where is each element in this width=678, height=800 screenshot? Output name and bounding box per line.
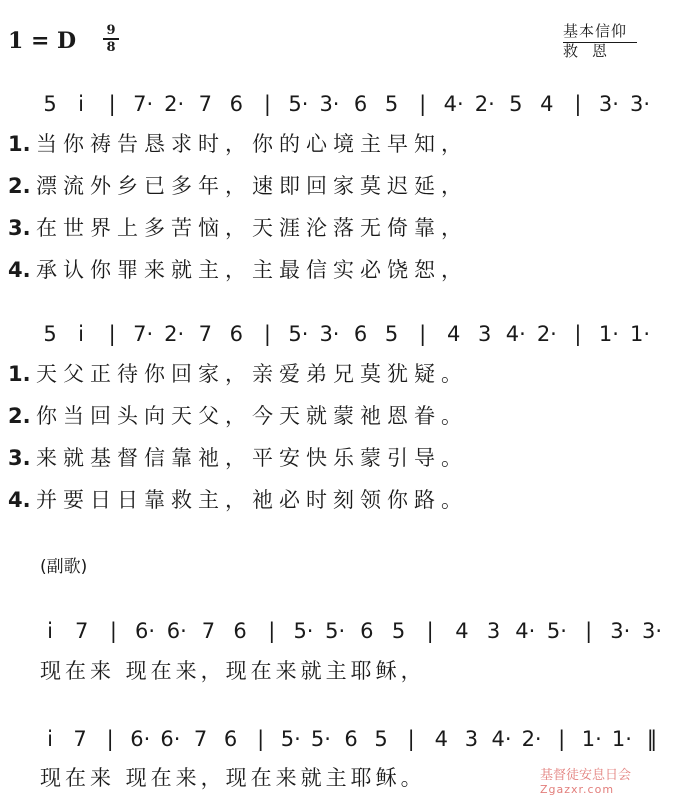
note: 4· bbox=[505, 322, 526, 346]
note: 6· bbox=[135, 619, 156, 643]
meter-bottom: 8 bbox=[106, 40, 116, 55]
notation-svg-2 bbox=[0, 315, 678, 355]
note: 6 bbox=[353, 322, 368, 346]
note: 5· bbox=[546, 619, 567, 643]
verse-line bbox=[8, 170, 468, 200]
verse-line bbox=[8, 442, 468, 472]
verse-text: 承认你罪来就主，主最信实必饶恕， bbox=[36, 258, 468, 282]
note: 3· bbox=[629, 92, 651, 116]
note: 5 bbox=[384, 322, 399, 346]
note: 7 bbox=[201, 619, 216, 643]
note: 2· bbox=[164, 92, 185, 116]
chorus-notation-1 bbox=[0, 612, 678, 652]
note: 2· bbox=[474, 92, 495, 116]
note: 7 bbox=[74, 619, 89, 643]
note: 3· bbox=[641, 619, 663, 643]
key-signature: 1 = D bbox=[8, 28, 77, 54]
verse-line bbox=[8, 358, 468, 388]
verse-text: 并要日日靠救主，祂必时刻领你路。 bbox=[36, 488, 468, 512]
verse-text: 你当回头向天父，今天就蒙祂恩眷。 bbox=[36, 404, 468, 428]
note: 6· bbox=[166, 619, 187, 643]
note: 4 bbox=[455, 619, 469, 643]
note: 7 bbox=[198, 92, 212, 116]
note: 3· bbox=[610, 619, 631, 643]
note: 4 bbox=[434, 727, 448, 751]
note: 5· bbox=[310, 727, 331, 751]
barline: | bbox=[574, 92, 582, 116]
verse-line bbox=[8, 484, 468, 514]
notation-line-2 bbox=[0, 315, 678, 355]
note: 6 bbox=[229, 322, 244, 346]
note: 6 bbox=[229, 92, 244, 116]
note: 7 bbox=[73, 727, 87, 751]
note: 6· bbox=[130, 727, 151, 751]
chorus-notation-2 bbox=[0, 720, 678, 760]
barline: | bbox=[558, 727, 566, 751]
note: i bbox=[78, 322, 84, 346]
note: 6 bbox=[360, 619, 374, 643]
verse-line bbox=[8, 254, 468, 284]
note: 7· bbox=[133, 92, 154, 116]
barline: | bbox=[263, 92, 271, 116]
barline: ‖ bbox=[646, 727, 658, 751]
time-signature bbox=[103, 24, 119, 54]
note: 2· bbox=[521, 727, 542, 751]
note: 1· bbox=[629, 322, 651, 346]
note: 1· bbox=[581, 727, 602, 751]
barline: | bbox=[585, 619, 593, 643]
note: 5 bbox=[43, 92, 57, 116]
note: i bbox=[47, 619, 53, 643]
verse-number: 2. bbox=[8, 174, 31, 198]
note: 6 bbox=[223, 727, 238, 751]
verse-text: 在世界上多苦恼，天涯沦落无倚靠， bbox=[36, 216, 468, 240]
note: 7 bbox=[198, 322, 212, 346]
verse-number: 2. bbox=[8, 404, 31, 428]
note: 1· bbox=[611, 727, 632, 751]
note: 2· bbox=[536, 322, 557, 346]
verse-number: 1. bbox=[8, 362, 31, 386]
notation-svg-1 bbox=[0, 85, 678, 125]
barline: | bbox=[108, 92, 116, 116]
note: 3 bbox=[486, 619, 501, 643]
note: 5 bbox=[509, 92, 523, 116]
note: i bbox=[47, 727, 53, 751]
note: 3· bbox=[598, 92, 619, 116]
verse-number: 3. bbox=[8, 446, 31, 470]
note: 5 bbox=[43, 322, 57, 346]
note: 5· bbox=[288, 322, 309, 346]
note: 7· bbox=[133, 322, 154, 346]
notation-line-1 bbox=[0, 85, 678, 125]
note: 5· bbox=[325, 619, 346, 643]
verse-number: 3. bbox=[8, 216, 31, 240]
chorus-label: (副歌) bbox=[40, 557, 88, 577]
barline: | bbox=[268, 619, 276, 643]
chorus-lyric-2: 现在来 现在来，现在来就主耶稣。 bbox=[40, 766, 426, 790]
barline: | bbox=[257, 727, 265, 751]
note: 3· bbox=[319, 92, 340, 116]
verse-line bbox=[8, 128, 468, 158]
note: 3 bbox=[464, 727, 479, 751]
note: 4· bbox=[491, 727, 512, 751]
note: 3 bbox=[478, 322, 492, 346]
note: 5 bbox=[384, 92, 399, 116]
barline: | bbox=[106, 727, 114, 751]
verse-number: 4. bbox=[8, 488, 31, 512]
barline: | bbox=[108, 322, 116, 346]
barline: | bbox=[574, 322, 582, 346]
verse-text: 漂流外乡已多年，速即回家莫迟延， bbox=[36, 174, 468, 198]
category-label: 基本信仰 bbox=[563, 20, 637, 43]
note: 7 bbox=[193, 727, 208, 751]
note: 6 bbox=[353, 92, 368, 116]
note: 4 bbox=[540, 92, 554, 116]
note: 1· bbox=[598, 322, 619, 346]
note: 5· bbox=[293, 619, 314, 643]
barline: | bbox=[419, 322, 427, 346]
note: 4 bbox=[446, 322, 461, 346]
note: 5 bbox=[391, 619, 406, 643]
note: 5 bbox=[374, 727, 388, 751]
note: 5· bbox=[288, 92, 309, 116]
verse-line bbox=[8, 212, 468, 242]
note: i bbox=[78, 92, 84, 116]
note: 5· bbox=[280, 727, 301, 751]
barline: | bbox=[426, 619, 434, 643]
chorus-notation-svg-1 bbox=[0, 612, 678, 652]
verse-text: 天父正待你回家，亲爱弟兄莫犹疑。 bbox=[36, 362, 468, 386]
verse-number: 4. bbox=[8, 258, 31, 282]
verse-line bbox=[8, 400, 468, 430]
chorus-notation-svg-2 bbox=[0, 720, 678, 760]
note: 4· bbox=[515, 619, 536, 643]
barline: | bbox=[419, 92, 427, 116]
note: 4· bbox=[443, 92, 464, 116]
song-title: 救恩 bbox=[563, 42, 622, 60]
verse-text: 当你祷告恳求时，你的心境主早知， bbox=[36, 132, 468, 156]
chorus-lyric-1: 现在来 现在来，现在来就主耶稣， bbox=[40, 659, 426, 683]
barline: | bbox=[263, 322, 271, 346]
watermark: 基督徒安息日会 Zgazxr.com bbox=[540, 768, 632, 796]
verse-number: 1. bbox=[8, 132, 31, 156]
note: 6 bbox=[233, 619, 247, 643]
note: 6 bbox=[344, 727, 358, 751]
verse-text: 来就基督信靠祂，平安快乐蒙引导。 bbox=[36, 446, 468, 470]
meter-top: 9 bbox=[106, 23, 116, 38]
note: 2· bbox=[164, 322, 185, 346]
barline: | bbox=[407, 727, 415, 751]
note: 6· bbox=[160, 727, 181, 751]
note: 3· bbox=[319, 322, 340, 346]
barline: | bbox=[109, 619, 117, 643]
